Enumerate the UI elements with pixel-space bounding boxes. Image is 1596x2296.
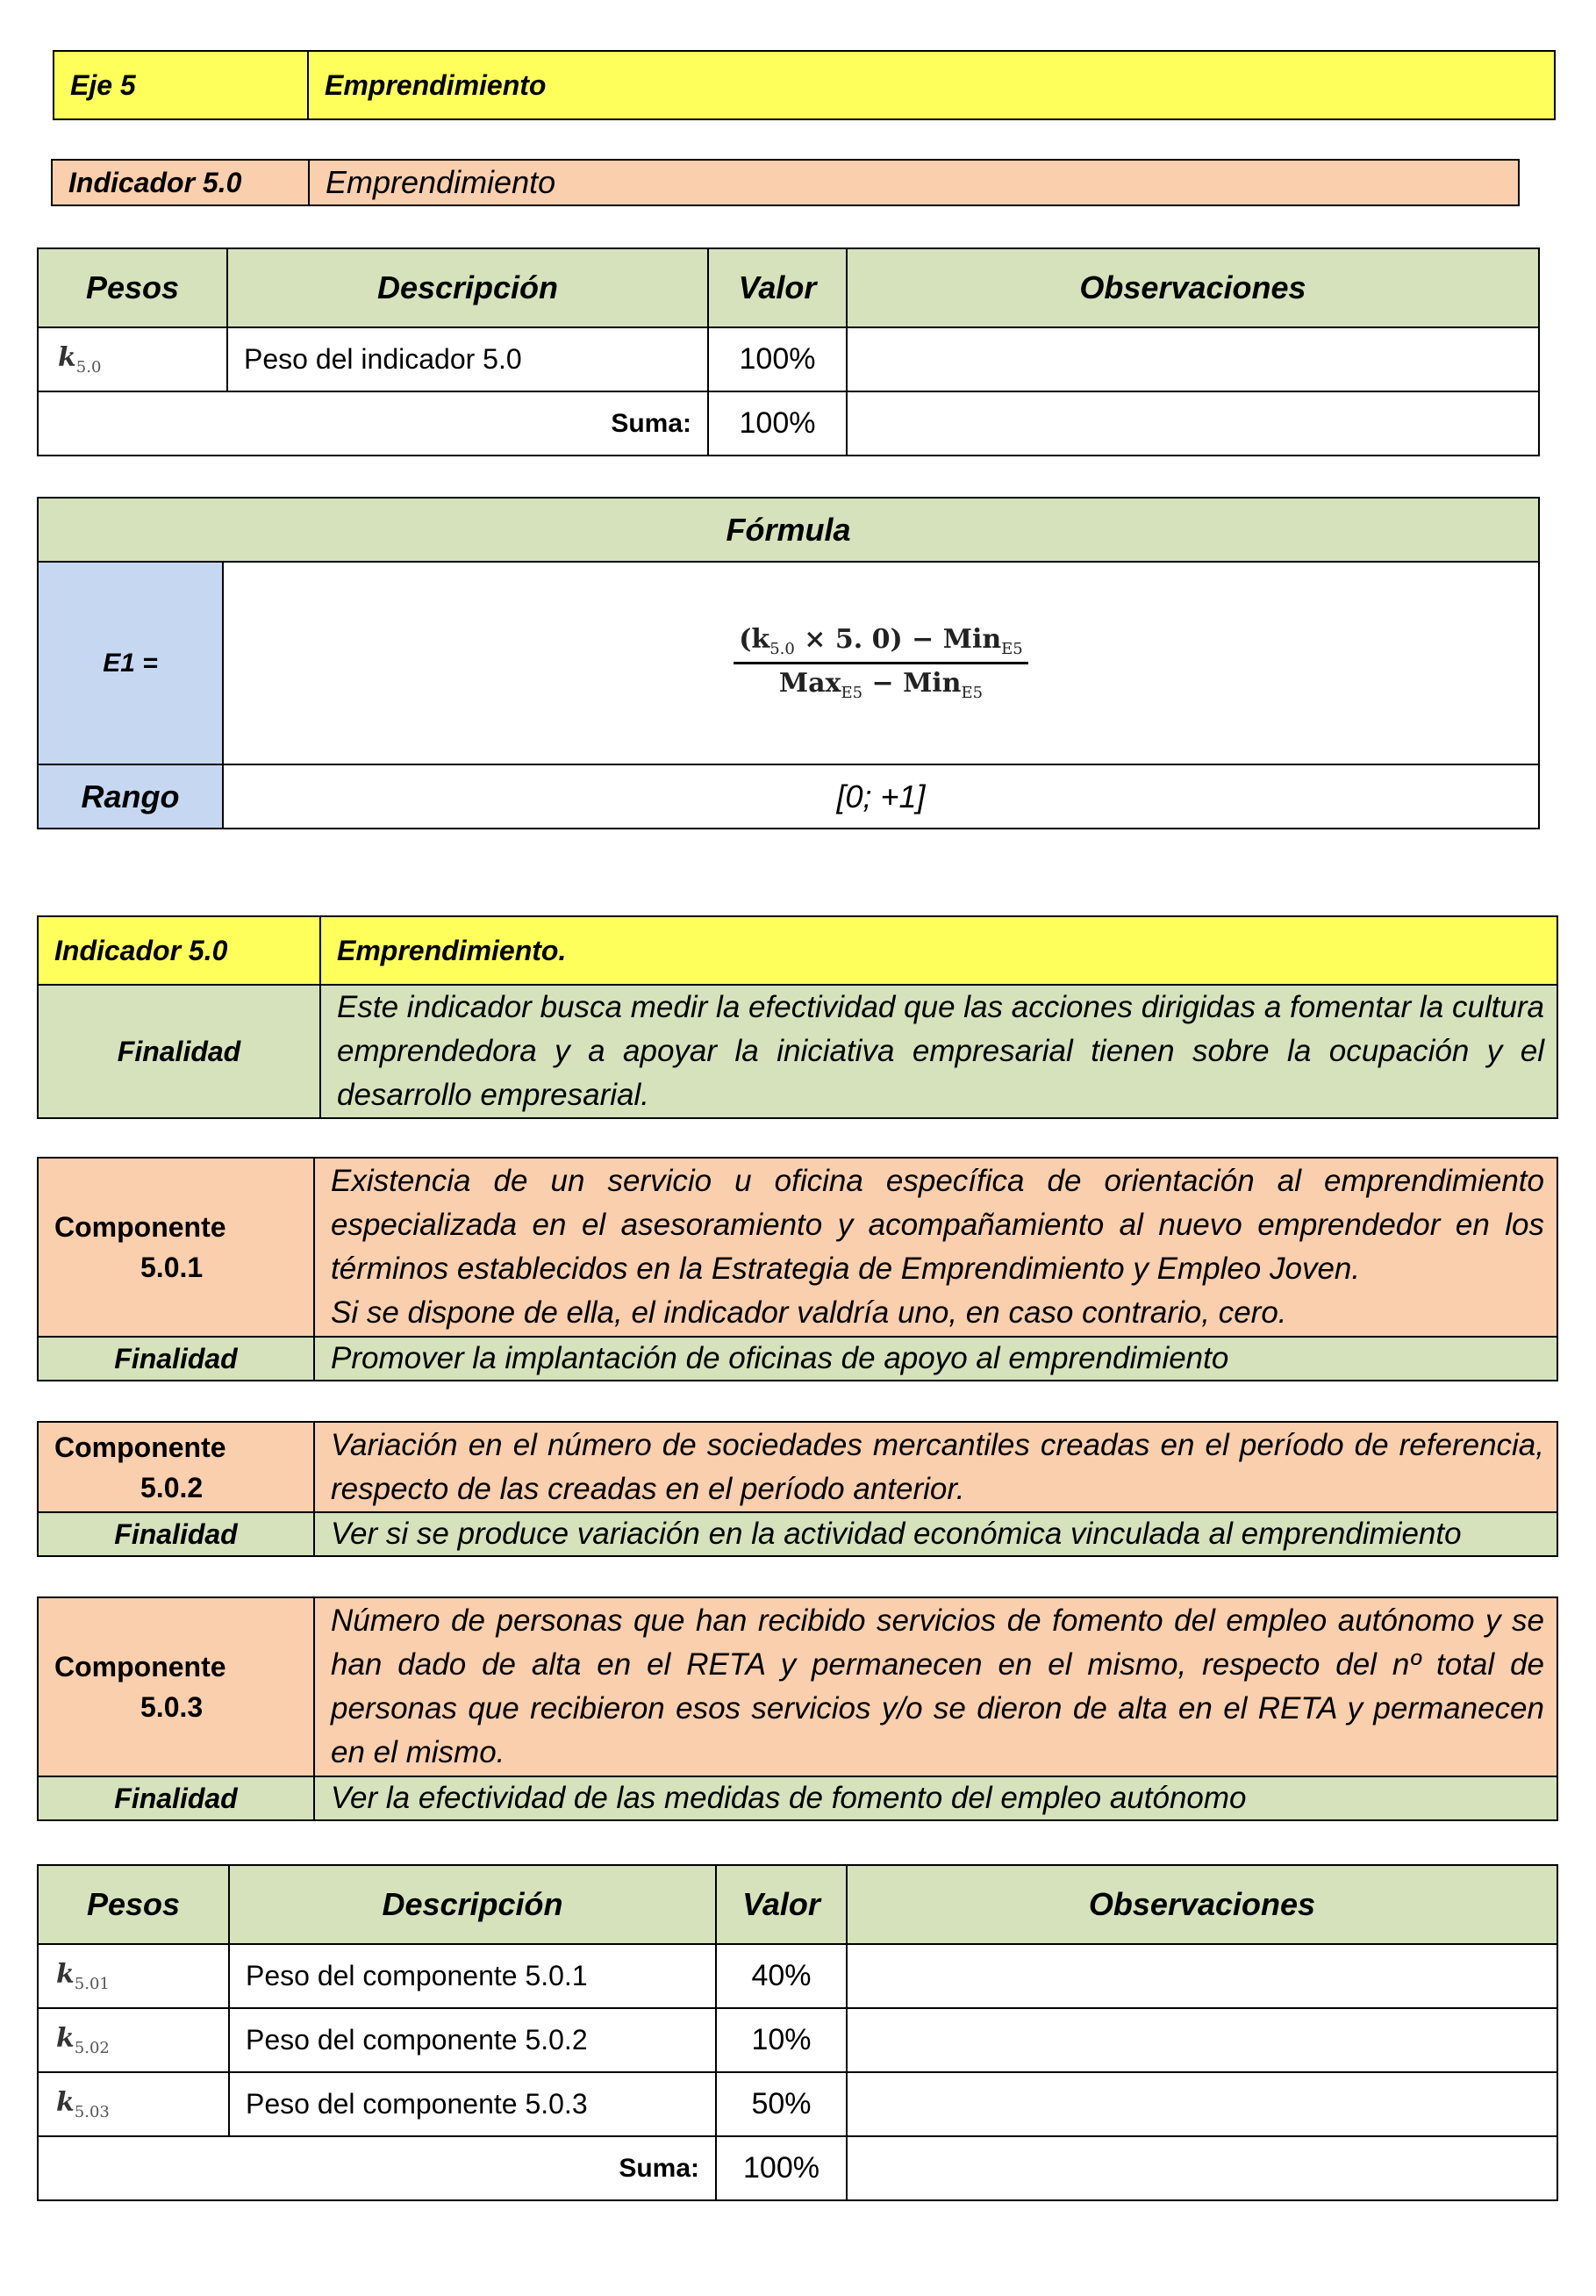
suma-valor: 100% [708, 391, 847, 456]
detalle-finalidad-label: Finalidad [38, 985, 320, 1118]
indicador-header-table [51, 159, 1520, 206]
suma-label: Suma: [38, 391, 708, 456]
componente-finalidad-label: Finalidad [38, 1337, 314, 1381]
suma-row [38, 2136, 1557, 2200]
indicador-header-title: Emprendimiento [309, 160, 1519, 205]
header-descripcion: Descripción [229, 1865, 716, 1944]
formula-expression [223, 562, 1539, 764]
componente-501-table [37, 1157, 1558, 1381]
header-pesos: Pesos [38, 248, 227, 327]
formula-numerator: ($k_{5.0} \times 5$. 0) − Min$_{E5}$ [734, 624, 1028, 664]
componente-finalidad-text: Promover la implantación de oficinas de apoyo al emprendimiento [314, 1337, 1557, 1381]
componente-label: Componente 5.0.1 [38, 1158, 314, 1337]
suma-valor: 100% [716, 2136, 847, 2200]
row-valor: 50% [716, 2072, 847, 2136]
eje-label: Eje 5 [54, 51, 308, 119]
detalle-label: Indicador 5.0 [38, 916, 320, 985]
componente-finalidad-text: Ver si se produce variación en la actividad económica vinculada al emprendimiento [314, 1512, 1557, 1556]
header-observaciones: Observaciones [847, 1865, 1557, 1944]
table-row [38, 1944, 1557, 2008]
componente-finalidad-text: Ver la efectividad de las medidas de fomento del empleo autónomo [314, 1776, 1557, 1820]
table-row [38, 327, 1539, 391]
pesos-componentes-header-row [38, 1865, 1557, 1944]
row-description: Peso del componente 5.0.1 [229, 1944, 716, 2008]
header-valor: Valor [716, 1865, 847, 1944]
formula-title: Fórmula [38, 498, 1539, 562]
componente-label: Componente 5.0.3 [38, 1597, 314, 1776]
row-valor: 40% [716, 1944, 847, 2008]
componente-label: Componente 5.0.2 [38, 1422, 314, 1512]
componente-text: Existencia de un servicio u oficina específica de orientación al emprendimiento especializada en el asesoramiento y acompañamiento al nuevo emprendedor en los términos establecidos en la Estrategia de Emprendimiento y Empleo Joven. Si se dispone de ella, el indicador valdría uno, en caso contrario, cero. [314, 1158, 1557, 1337]
formula-fraction [734, 624, 1028, 702]
componente-finalidad-label: Finalidad [38, 1776, 314, 1820]
eje-table [53, 50, 1556, 120]
detalle-finalidad-text: Este indicador busca medir la efectividad que las acciones dirigidas a fomentar la cultura emprendedora y a apoyar la iniciativa empresarial tienen sobre la ocupación y el desarrollo empresarial. [320, 985, 1557, 1118]
table-row [38, 2008, 1557, 2072]
row-observaciones [847, 2072, 1557, 2136]
componente-text: Número de personas que han recibido servicios de fomento del empleo autónomo y se han dado de alta en el RETA y permanecen en el mismo, respecto del nº total de personas que recibieron esos servicios y/o se dieron de alta en el RETA y permanecen en el mismo. [314, 1597, 1557, 1776]
k-symbol: $k_{5.02}$ [38, 2008, 229, 2072]
componente-text: Variación en el número de sociedades mercantiles creadas en el período de referencia, respecto de las creadas en el período anterior. [314, 1422, 1557, 1512]
componente-502-table [37, 1421, 1558, 1557]
row-description: Peso del indicador 5.0 [227, 327, 708, 391]
row-description: Peso del componente 5.0.3 [229, 2072, 716, 2136]
k-symbol: $k_{5.03}$ [38, 2072, 229, 2136]
indicador-detalle-table [37, 915, 1558, 1119]
suma-observaciones [847, 2136, 1557, 2200]
pesos-indicador-table [37, 248, 1540, 456]
suma-label: Suma: [38, 2136, 716, 2200]
detalle-title: Emprendimiento. [320, 916, 1557, 985]
header-observaciones: Observaciones [847, 248, 1539, 327]
pesos-componentes-table [37, 1864, 1558, 2201]
componente-finalidad-label: Finalidad [38, 1512, 314, 1556]
header-pesos: Pesos [38, 1865, 229, 1944]
table-row [38, 2072, 1557, 2136]
pesos-indicador-header-row [38, 248, 1539, 327]
formula-table [37, 497, 1540, 829]
rango-label: Rango [38, 764, 223, 829]
suma-row [38, 391, 1539, 456]
row-observaciones [847, 327, 1539, 391]
rango-value: [0; +1] [223, 764, 1539, 829]
k-symbol: $k_{5.0}$ [38, 327, 227, 391]
row-valor: 10% [716, 2008, 847, 2072]
row-observaciones [847, 2008, 1557, 2072]
row-valor: 100% [708, 327, 847, 391]
header-descripcion: Descripción [227, 248, 708, 327]
k-symbol: $k_{5.01}$ [38, 1944, 229, 2008]
formula-lhs: E1 = [38, 562, 223, 764]
eje-title: Emprendimiento [308, 51, 1555, 119]
suma-observaciones [847, 391, 1539, 456]
componente-503-table [37, 1596, 1558, 1821]
formula-denominator: Max$_{E5}$ − Min$_{E5}$ [778, 668, 984, 702]
row-observaciones [847, 1944, 1557, 2008]
indicador-header-label: Indicador 5.0 [52, 160, 309, 205]
header-valor: Valor [708, 248, 847, 327]
row-description: Peso del componente 5.0.2 [229, 2008, 716, 2072]
